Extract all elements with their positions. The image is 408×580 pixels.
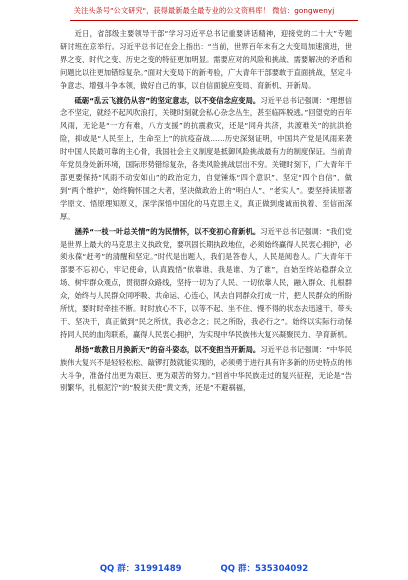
section-1-heading: 砥砺“乱云飞渡仍从容”的坚定意志，以不变信念应变局。 <box>74 95 261 105</box>
section-2 <box>60 226 352 342</box>
article-body <box>60 28 352 395</box>
section-2-heading: 涵养“一枝一叶总关情”的为民情怀，以不变初心育新机。 <box>74 226 261 236</box>
section-3-heading: 昂扬“敢教日月换新天”的奋斗姿态，以不变担当开新局。 <box>74 344 261 354</box>
section-3-body: 习近平总书记强调：“中华民族伟大复兴不是轻轻松松、敲锣打鼓就能实现的，必须勇于进行具有许多新的历史特点的伟大斗争，准备付出更为艰巨、更为艰苦的努力。”回首中华民族走过的复兴征程，无论是“告别繁华，扎根泥泞”的“脱贫天使”黄文秀，还是“不避祸福， <box>60 344 353 393</box>
section-1 <box>60 95 352 224</box>
header-banner: 关注头条号"公文研究"，获得最新最全最专业的公文资料库！ 微信：gongwenyj <box>73 6 335 15</box>
footer-qq-group-1: QQ 群：31991489 <box>99 564 182 574</box>
header-divider <box>70 20 358 21</box>
intro-paragraph: 近日，省部级主要领导干部“学习习近平总书记重要讲话精神，迎接党的二十大”专题研讨班在京举行。习近平总书记在会上指出：“当前，世界百年未有之大变局加速演进，世界之变、时代之变、历史之变的特征更加明显。需要应对的风险和挑战、需要解决的矛盾和问题比以往更加错综复杂。”面对大变局下的新考验，广大青年干部要敢于直面挑战，坚定斗争意志、增强斗争本领，做好自己的事，以自信面貌应变局、育新机、开新局。 <box>60 29 353 90</box>
page-footer <box>0 562 408 574</box>
section-1-body: 习近平总书记强调：“理想信念不坚定，就经不起风吹浪打，关键时刻就会私心杂念丛生，甚至临阵脱逃。”回望党的百年风雨，无论是“一方有难，八方支援”的抗震救灾，还是“同舟共济，共渡难关”的抗洪抢险，抑或是“人民至上，生命至上”的抗疫奋战……历史深刻证明，中国共产党是风雨来袭时中国人民最可靠的主心骨，我国社会主义制度是抵御风险挑战最有力的制度保证。当前青年党员身处新环境，国际形势错综复杂，各类风险挑战层出不穷。关键时刻下，广大青年干部更要保持“风雨不动安如山”的政治定力，自觉锤炼“四个意识”、坚定“四个自信”、做到“两个维护”，始终胸怀国之大者，坚决做政治上的“明白人”、“老实人”。要坚持读原著学原文、悟原理知原义，深学深悟中国化的马克思主义，真正做到虔诚而执着、至信而深厚。 <box>60 95 353 221</box>
section-3 <box>60 344 352 396</box>
section-2-body: 习近平总书记强调：“我们党是世界上最大的马克思主义执政党，要巩固长期执政地位，必须始终赢得人民衷心拥护，必须永葆“赶考”的清醒和坚定。”时代是出题人，我们是答卷人，人民是阅卷人。广大青年干部要不忘初心，牢记使命，认真践悟“依靠谁、我是谁、为了谁”，自始至终站稳群众立场、树牢群众观点，贯彻群众路线，坚持一切为了人民、一切依靠人民，融入群众、扎根群众，始终与人民群众同呼吸、共命运、心连心，风去自同群众打成一片，把人民群众的所盼所忧，要时时牵挂不断。时时放心不下，以等不起、坐不住、慢不得的状态去迅速干、带头干、坚决干，真正做到“民之所忧，我必念之；民之所盼，我必行之”。始终以实际行动保持同人民的血肉联系，赢得人民衷心拥护，为实现中华民族伟大复兴凝聚民力、孕育新机。 <box>60 226 353 339</box>
footer-qq-group-2: QQ 群：535304092 <box>220 564 309 574</box>
